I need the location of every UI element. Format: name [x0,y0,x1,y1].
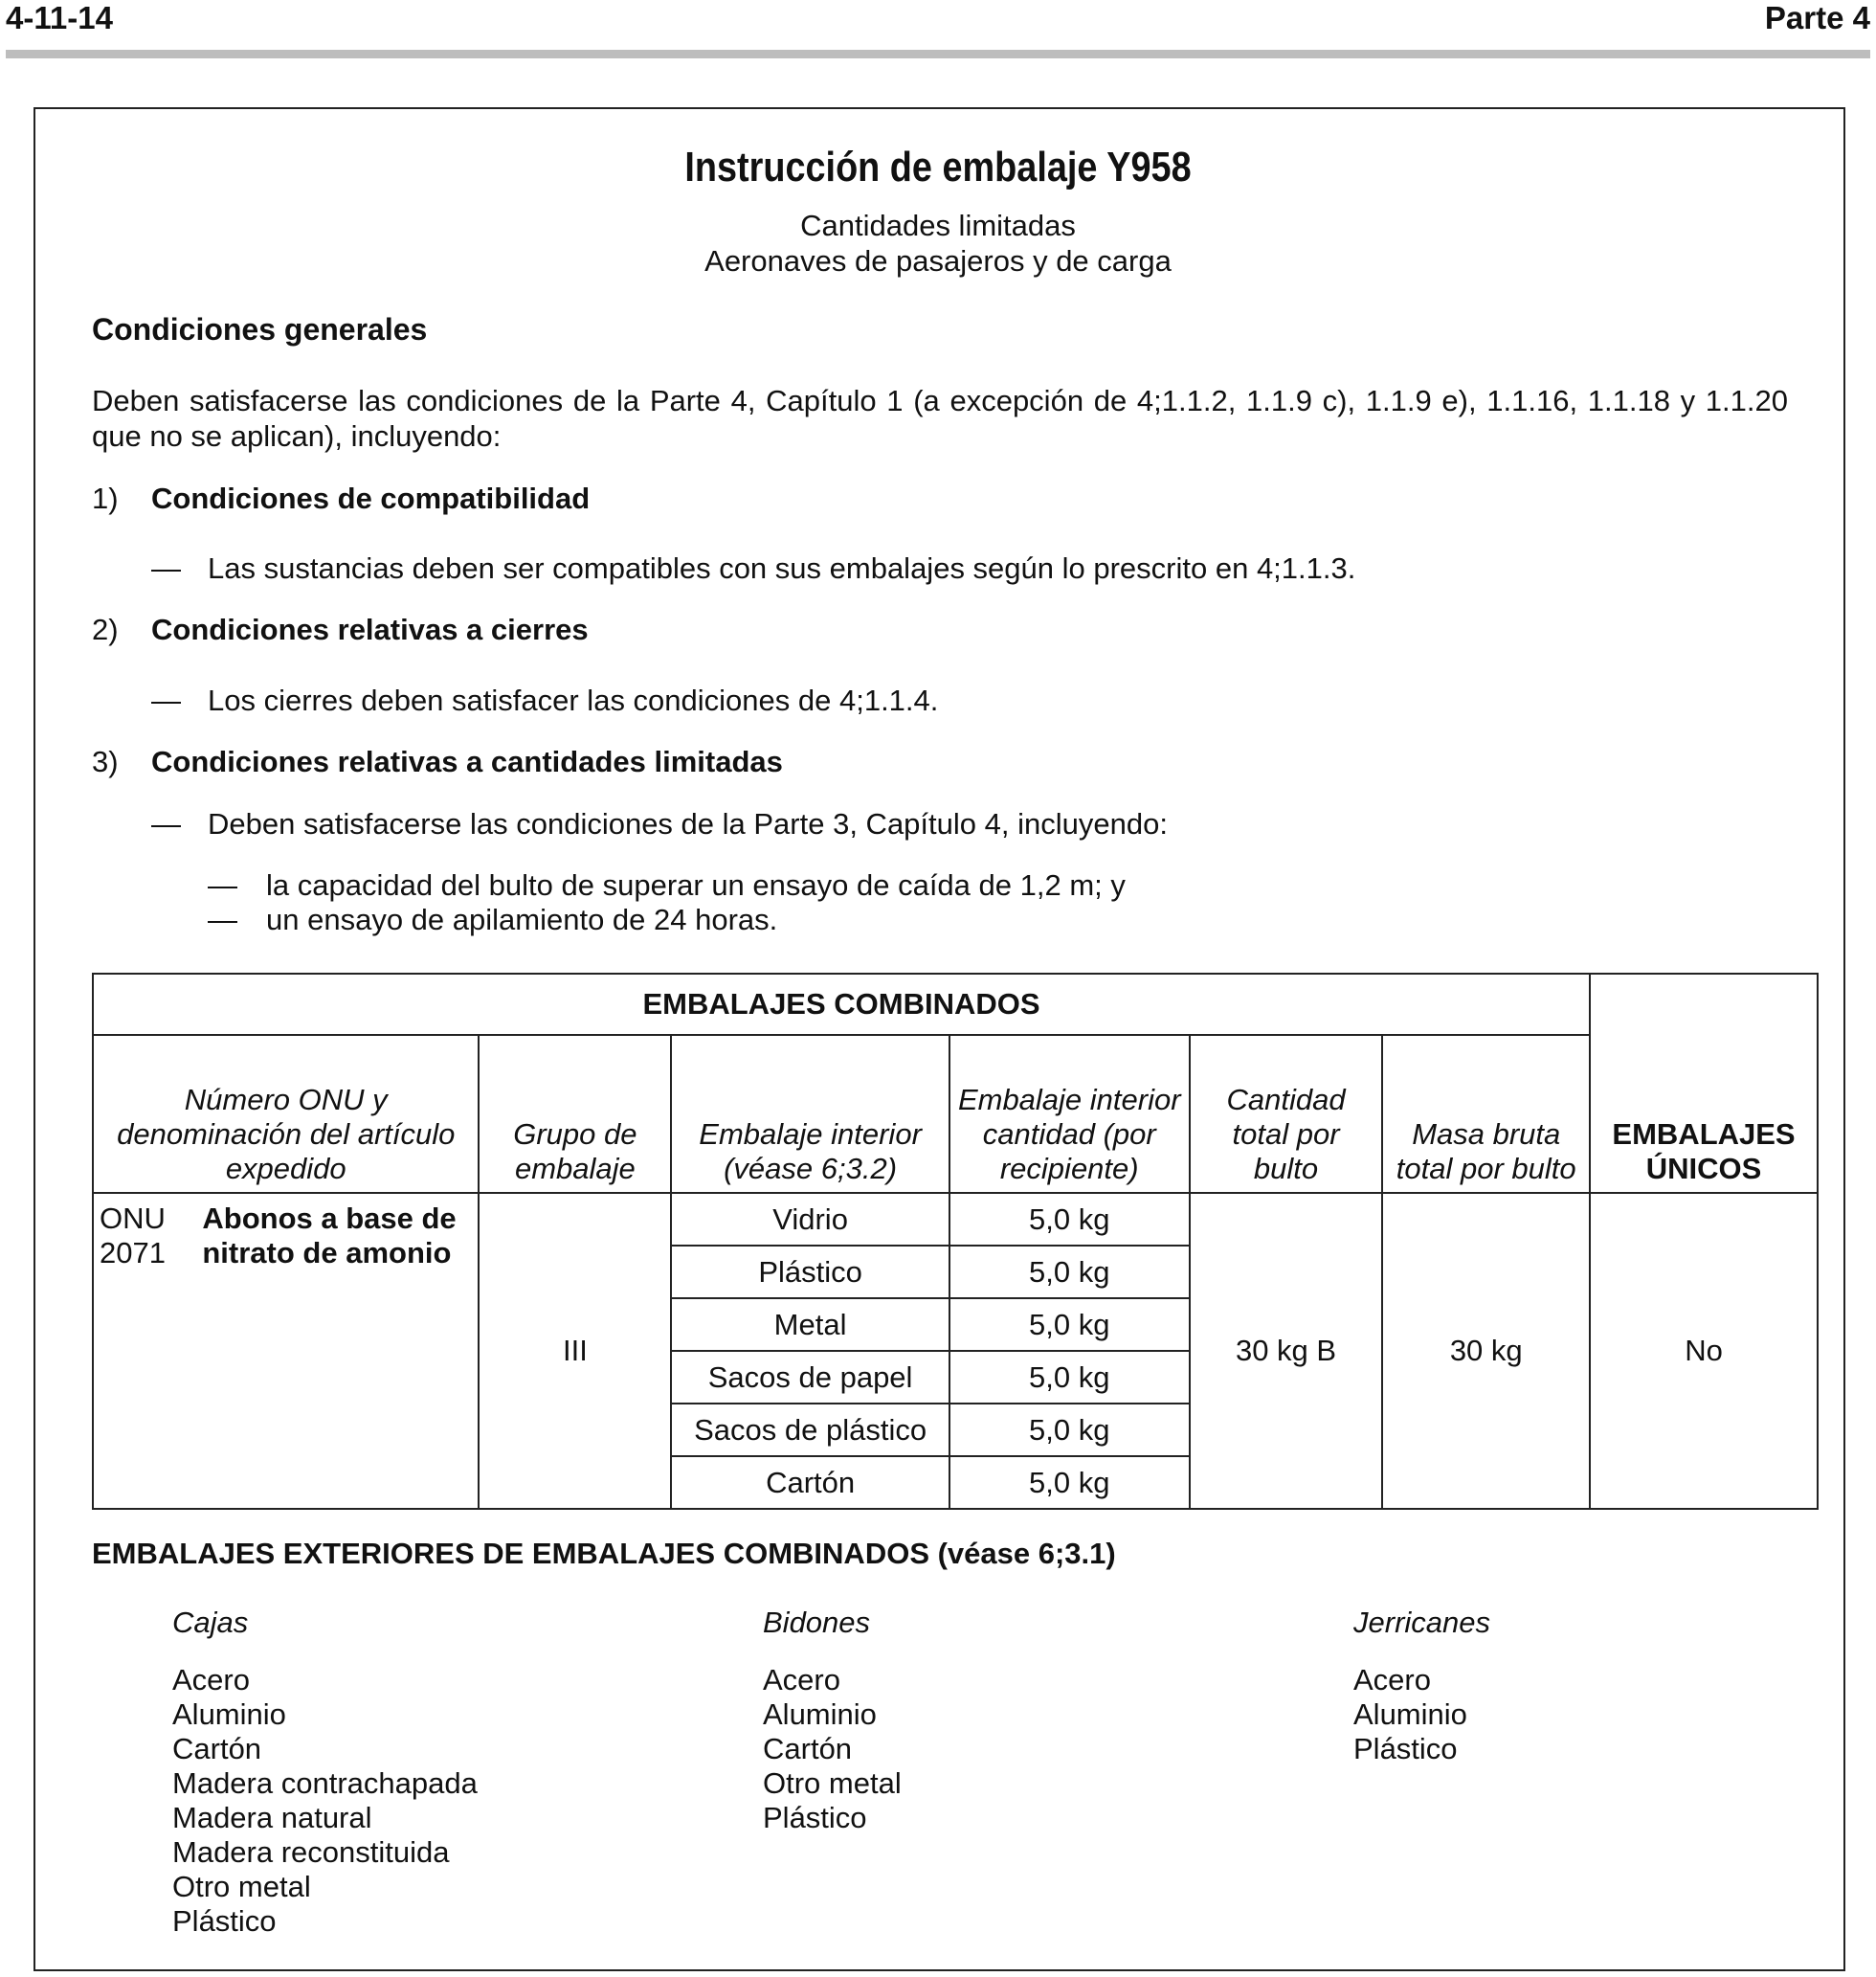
list-item: Acero [1353,1663,1431,1696]
col-un-header: Número ONU y denominación del artículo expedido [93,1035,479,1193]
list-item: Plástico [1353,1732,1458,1765]
list-item: Madera contrachapada [172,1766,478,1800]
header-right: Parte 4 [1764,0,1870,35]
list-item: Madera reconstituida [172,1835,450,1869]
col-group-header: Grupo de embalaje [479,1035,671,1193]
general-heading: Condiciones generales [92,312,428,347]
subbullet-1-text: la capacidad del bulto de superar un ensayo de caída de 1,2 m; y [266,868,1126,902]
subbullet-2-dash: — [208,903,237,936]
combined-header: EMBALAJES COMBINADOS [93,974,1590,1035]
un-number: ONU 2071 [100,1202,166,1269]
subtitle-1: Cantidades limitadas [800,209,1076,242]
inner-type: Sacos de plástico [671,1404,949,1456]
single-header: EMBALAJES ÚNICOS [1590,974,1818,1193]
section-1-number: 1) [92,482,119,515]
un-cell [93,1193,479,1509]
list-item: Acero [763,1663,840,1696]
list-item: Cartón [763,1732,853,1765]
list-item: Aluminio [763,1697,877,1731]
gross-mass: 30 kg [1382,1193,1590,1509]
inner-type: Cartón [671,1456,949,1509]
section-2-dash: — [151,684,181,717]
section-3-text: Deben satisfacerse las condiciones de la Parte 3, Capítulo 4, incluyendo: [208,807,1168,841]
list-item: Cartón [172,1732,262,1765]
inner-qty: 5,0 kg [949,1298,1190,1351]
inner-type: Sacos de papel [671,1351,949,1404]
outer-jerricanes-label: Jerricanes [1353,1606,1490,1639]
outer-heading: EMBALAJES EXTERIORES DE EMBALAJES COMBINADOS (véase 6;3.1) [92,1537,1116,1570]
inner-type: Vidrio [671,1193,949,1246]
inner-qty: 5,0 kg [949,1246,1190,1298]
outer-cajas-column [172,1606,478,1939]
list-item: Acero [172,1663,250,1696]
list-item: Madera natural [172,1801,372,1834]
inner-qty: 5,0 kg [949,1404,1190,1456]
section-1-text: Las sustancias deben ser compatibles con sus embalajes según lo prescrito en 4;1.1.3. [208,551,1356,585]
section-3-heading: Condiciones relativas a cantidades limitadas [151,745,783,778]
inner-type: Plástico [671,1246,949,1298]
list-item: Aluminio [1353,1697,1467,1731]
list-item: Otro metal [763,1766,902,1800]
col-total-qty-header: Cantidad total por bulto [1190,1035,1383,1193]
outer-bidones-label: Bidones [763,1606,871,1639]
subtitle-2: Aeronaves de pasajeros y de carga [704,244,1172,278]
outer-jerricanes-column [1353,1606,1490,1766]
inner-qty: 5,0 kg [949,1193,1190,1246]
packing-group: III [479,1193,671,1509]
total-qty: 30 kg B [1190,1193,1383,1509]
packaging-table [92,973,1819,1510]
subbullet-1-dash: — [208,868,237,902]
un-name: Abonos a base de nitrato de amonio [202,1202,457,1269]
inner-qty: 5,0 kg [949,1456,1190,1509]
section-2-number: 2) [92,613,119,646]
section-2-heading: Condiciones relativas a cierres [151,613,589,646]
col-gross-header: Masa bruta total por bulto [1382,1035,1590,1193]
list-item: Plástico [763,1801,867,1834]
outer-cajas-label: Cajas [172,1606,249,1639]
section-3-number: 3) [92,745,119,778]
col-inner-header: Embalaje interior (véase 6;3.2) [671,1035,949,1193]
single-packaging: No [1590,1193,1818,1509]
page-title: Instrucción de embalaje Y958 [684,144,1192,191]
outer-bidones-column [763,1606,902,1835]
header-left: 4-11-14 [6,0,113,35]
col-inner-qty-header: Embalaje interior cantidad (por recipiente) [949,1035,1190,1193]
list-item: Plástico [172,1904,277,1938]
section-1-heading: Condiciones de compatibilidad [151,482,591,515]
section-2-text: Los cierres deben satisfacer las condiciones de 4;1.1.4. [208,684,939,717]
subbullet-2-text: un ensayo de apilamiento de 24 horas. [266,903,778,936]
section-1-dash: — [151,551,181,585]
section-3-dash: — [151,807,181,841]
inner-qty: 5,0 kg [949,1351,1190,1404]
table-row [93,1193,1818,1246]
list-item: Aluminio [172,1697,286,1731]
inner-type: Metal [671,1298,949,1351]
list-item: Otro metal [172,1870,311,1903]
header-rule [6,50,1870,58]
general-text: Deben satisfacerse las condiciones de la Parte 4, Capítulo 1 (a excepción de 4;1.1.2, 1.1.9 c), 1.1.9 e), 1.1.16, 1.1.18 y 1.1.20 que no se aplican), incluyendo: [92,384,1788,453]
